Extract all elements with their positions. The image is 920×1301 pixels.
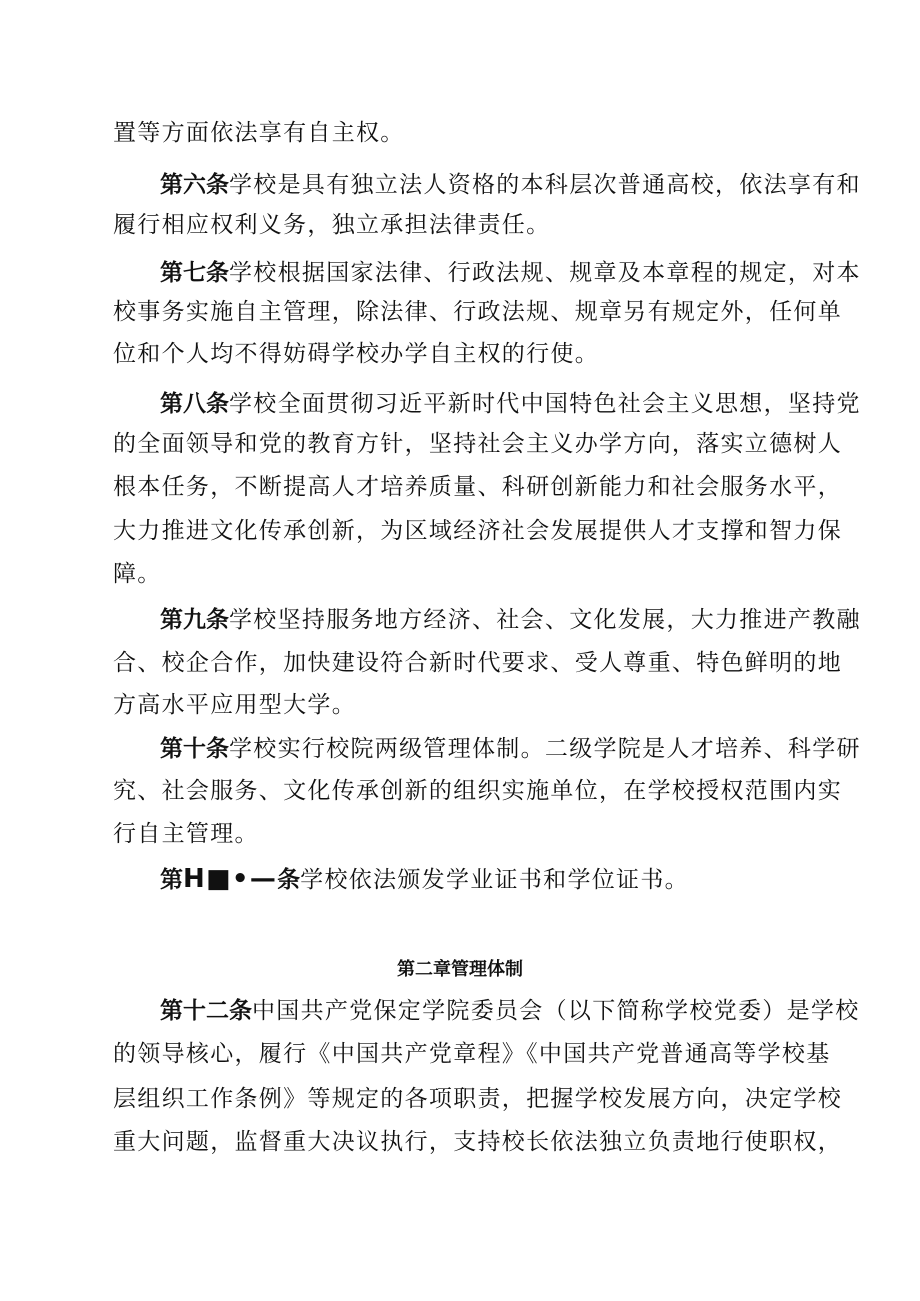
text-line: 层组织工作条例》等规定的各项职责，把握学校发展方向，决定学校 <box>113 1086 842 1112</box>
text-line: 究、社会服务、文化传承创新的组织实施单位，在学校授权范围内实 <box>113 778 842 804</box>
article-text: 学校依法颁发学业证书和学位证书。 <box>300 867 689 893</box>
chapter-title: 第二章管理体制 <box>397 959 523 980</box>
text-line: 根本任务，不断提高人才培养质量、科研创新能力和社会服务水平， <box>113 474 842 500</box>
article-text: 学校坚持服务地方经济、社会、文化发展，大力推进产教融 <box>229 607 861 633</box>
article-heading: 第十条 <box>160 736 229 762</box>
article-heading: 第七条 <box>160 260 229 286</box>
article-heading: 第九条 <box>160 607 229 633</box>
article-12-first-line <box>160 996 860 1026</box>
article-7-first-line <box>160 258 861 288</box>
text-line: 置等方面依法享有自主权。 <box>113 120 405 146</box>
article-6-first-line <box>160 170 861 200</box>
article-text: 中国共产党保定学院委员会（以下简称学校党委）是学校 <box>252 998 860 1024</box>
text-line: 大力推进文化传承创新，为区域经济社会发展提供人才支撑和智力保 <box>113 518 842 544</box>
article-heading: 第十二条 <box>160 998 252 1024</box>
text-line: 行自主管理。 <box>113 821 259 847</box>
article-9-first-line <box>160 605 861 635</box>
article-text: 学校全面贯彻习近平新时代中国特色社会主义思想，坚持党 <box>229 391 861 417</box>
article-text: 学校实行校院两级管理体制。二级学院是人才培养、科学研 <box>229 736 861 762</box>
text-line: 校事务实施自主管理，除法律、行政法规、规章另有规定外，任何单 <box>113 299 842 325</box>
article-heading-glitch: H■•— <box>183 864 278 894</box>
text-line: 方高水平应用型大学。 <box>113 692 356 718</box>
text-line: 的全面领导和党的教育方针，坚持社会主义办学方向，落实立德树人 <box>113 431 842 457</box>
text-line: 履行相应权利义务，独立承担法律责任。 <box>113 212 551 238</box>
article-8-first-line <box>160 389 861 419</box>
article-heading: 第八条 <box>160 391 229 417</box>
text-line: 障。 <box>113 561 162 587</box>
text-line: 的领导核心，履行《中国共产党章程》《中国共产党普通高等学校基 <box>113 1041 831 1067</box>
article-10-first-line <box>160 734 861 764</box>
article-heading: 第六条 <box>160 172 229 198</box>
text-line: 位和个人均不得妨碍学校办学自主权的行使。 <box>113 341 599 367</box>
article-text: 学校是具有独立法人资格的本科层次普通高校，依法享有和 <box>229 172 861 198</box>
article-text: 学校根据国家法律、行政法规、规章及本章程的规定，对本 <box>229 260 861 286</box>
text-line: 合、校企合作，加快建设符合新时代要求、受人尊重、特色鲜明的地 <box>113 650 842 676</box>
article-11-line <box>160 864 813 895</box>
text-line: 重大问题，监督重大决议执行，支持校长依法独立负责地行使职权， <box>113 1129 842 1155</box>
article-heading-suffix: 条 <box>277 867 301 893</box>
article-heading-prefix: 第 <box>160 867 183 893</box>
